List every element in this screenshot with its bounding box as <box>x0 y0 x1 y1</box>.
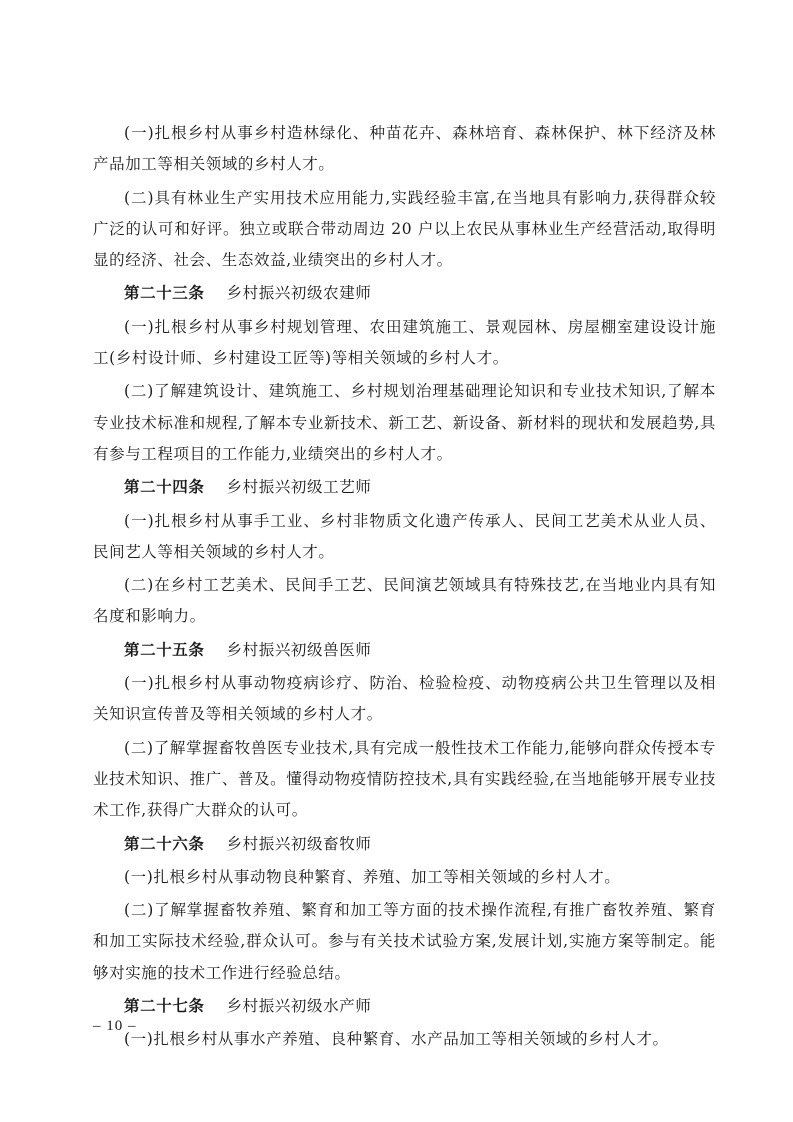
article-title: 乡村振兴初级水产师 <box>226 997 372 1016</box>
article-title: 乡村振兴初级工艺师 <box>226 478 372 497</box>
article-title: 乡村振兴初级农建师 <box>226 284 372 303</box>
article-heading <box>93 472 716 503</box>
paragraph: (二)了解掌握畜牧兽医专业技术,具有完成一般性技术工作能力,能够向群众传授本专业技术知识、推广、普及。懂得动物疫情防控技术,具有实践经验,在当地能够开展专业技术工作,获得广大群众的认可。 <box>93 738 716 820</box>
article-title: 乡村振兴初级兽医师 <box>226 640 372 659</box>
paragraph: (二)了解掌握畜牧养殖、繁育和加工等方面的技术操作流程,有推广畜牧养殖、繁育和加工实际技术经验,群众认可。参与有关技术试验方案,发展计划,实施方案等制定。能够对实施的技术工作进行经验总结。 <box>93 901 716 982</box>
article-number: 第二十四条 <box>124 478 205 497</box>
paragraph: (一)扎根乡村从事动物疫病诊疗、防治、检验检疫、动物疫病公共卫生管理以及相关知识宣传普及等相关领域的乡村人才。 <box>93 674 716 724</box>
article-number: 第二十七条 <box>124 997 205 1016</box>
paragraph: (二)具有林业生产实用技术应用能力,实践经验丰富,在当地具有影响力,获得群众较广泛的认可和好评。独立或联合带动周边 20 户以上农民从事林业生产经营活动,取得明显的经济、社会、生态效益,业绩突出的乡村人才。 <box>93 188 716 270</box>
article-number: 第二十六条 <box>124 834 205 853</box>
paragraph: (一)扎根乡村从事乡村规划管理、农田建筑施工、景观园林、房屋棚室建设设计施工(乡村设计师、乡村建设工匠等)等相关领域的乡村人才。 <box>93 317 716 368</box>
paragraph: (一)扎根乡村从事乡村造林绿化、种苗花卉、森林培育、森林保护、林下经济及林产品加工等相关领域的乡村人才。 <box>93 124 716 174</box>
article-heading <box>93 278 716 309</box>
paragraph: (一)扎根乡村从事手工业、乡村非物质文化遗产传承人、民间工艺美术从业人员、民间艺人等相关领域的乡村人才。 <box>93 511 716 561</box>
article-heading <box>93 991 716 1022</box>
document-body <box>93 118 716 1058</box>
paragraph: (一)扎根乡村从事动物良种繁育、养殖、加工等相关领域的乡村人才。 <box>124 867 621 886</box>
article-number: 第二十三条 <box>124 284 205 303</box>
article-heading <box>93 829 716 860</box>
article-heading <box>93 635 716 666</box>
paragraph: (二)了解建筑设计、建筑施工、乡村规划治理基础理论知识和专业技术知识,了解本专业技术标准和规程,了解本专业新技术、新工艺、新设备、新材料的现状和发展趋势,具有参与工程项目的工作能力,业绩突出的乡村人才。 <box>93 382 716 463</box>
paragraph: (二)在乡村工艺美术、民间手工艺、民间演艺领域具有特殊技艺,在当地业内具有知名度和影响力。 <box>93 576 716 626</box>
page-number: – 10 – <box>93 1018 137 1034</box>
paragraph: (一)扎根乡村从事水产养殖、良种繁育、水产品加工等相关领域的乡村人才。 <box>124 1030 669 1049</box>
article-title: 乡村振兴初级畜牧师 <box>226 834 372 853</box>
article-number: 第二十五条 <box>124 640 205 659</box>
